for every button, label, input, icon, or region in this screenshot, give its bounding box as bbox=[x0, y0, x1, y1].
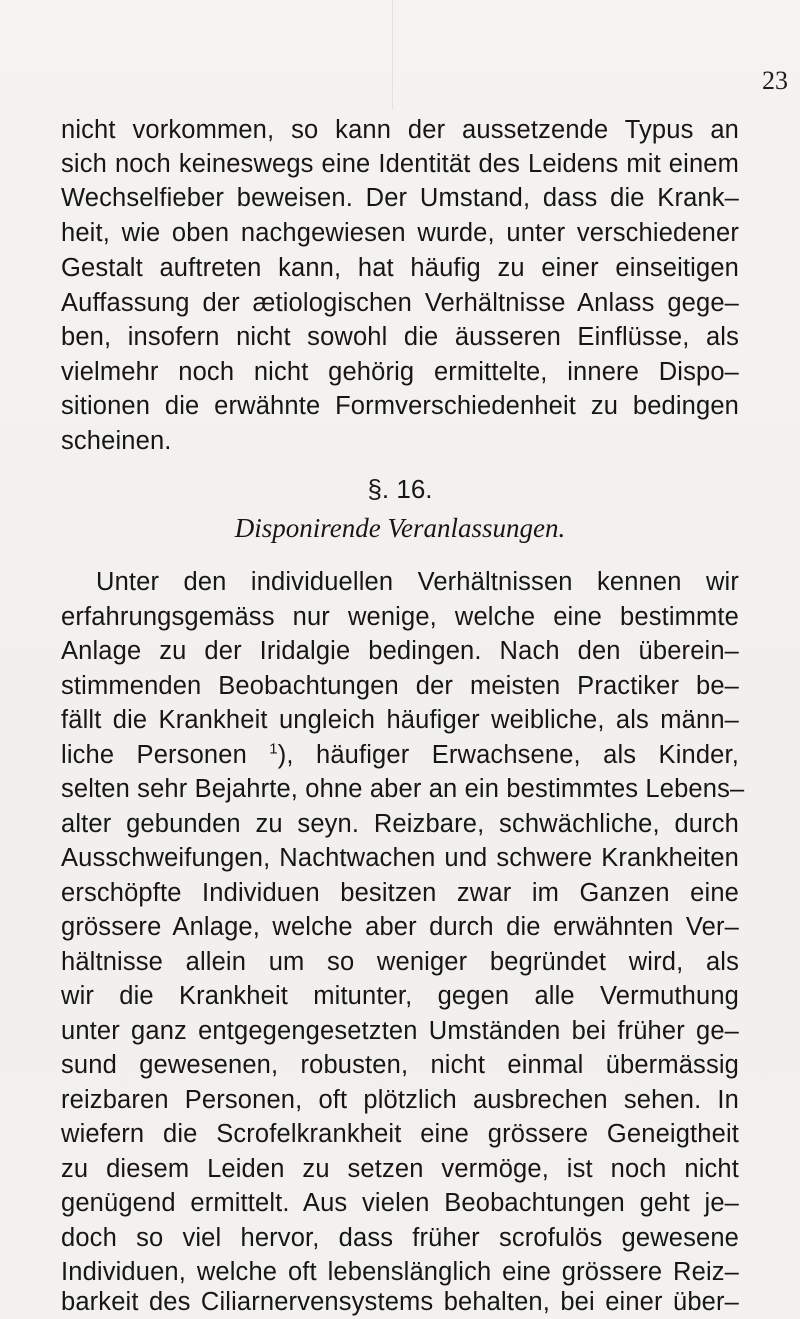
section-title: Disponirende Veranlassungen. bbox=[234, 513, 566, 543]
text-line: sund gewesenen, robusten, nicht einmal übermässig bbox=[61, 1051, 739, 1079]
page-fold-line bbox=[392, 0, 393, 110]
text-line: zu diesem Leiden zu setzen vermöge, ist noch nicht bbox=[61, 1155, 739, 1183]
text-line: Individuen, welche oft lebenslänglich eine grössere Reiz– bbox=[61, 1258, 739, 1286]
text-line: nicht vorkommen, so kann der aussetzende Typus an bbox=[61, 116, 739, 144]
section-number: §. 16. bbox=[367, 474, 433, 504]
text-line: Ausschweifungen, Nachtwachen und schwere Krankheiten bbox=[61, 844, 739, 872]
text-fragment: ), häufiger Erwachsene, als Kinder, bbox=[277, 741, 739, 769]
page-number: 23 bbox=[762, 66, 788, 95]
text-fragment: liche Personen bbox=[61, 741, 247, 769]
text-line: unter ganz entgegengesetzten Umständen bei früher ge– bbox=[61, 1017, 739, 1045]
text-line: grössere Anlage, welche aber durch die erwähnten Ver– bbox=[61, 913, 739, 941]
text-line: sich noch keineswegs eine Identität des Leidens mit einem bbox=[61, 150, 739, 178]
text-line: stimmenden Beobachtungen der meisten Practiker be– bbox=[61, 672, 739, 700]
text-line: wir die Krankheit mitunter, gegen alle Vermuthung bbox=[61, 982, 739, 1010]
text-line: wiefern die Scrofelkrankheit eine grössere Geneigtheit bbox=[61, 1120, 739, 1148]
text-line: erschöpfte Individuen besitzen zwar im Ganzen eine bbox=[61, 879, 739, 907]
text-line: Auffassung der ætiologischen Verhältnisse Anlass gege– bbox=[61, 289, 739, 317]
text-line: hältnisse allein um so weniger begründet wird, als bbox=[61, 948, 739, 976]
text-line: reizbaren Personen, oft plötzlich ausbrechen sehen. In bbox=[61, 1086, 739, 1114]
text-line: Gestalt auftreten kann, hat häufig zu einer einseitigen bbox=[61, 254, 739, 282]
text-line: heit, wie oben nachgewiesen wurde, unter verschiedener bbox=[61, 219, 739, 247]
text-line: genügend ermittelt. Aus vielen Beobachtungen geht je– bbox=[61, 1189, 739, 1217]
text-line: doch so viel hervor, dass früher scrofulös gewesene bbox=[61, 1224, 739, 1252]
text-line-with-footnote bbox=[61, 738, 739, 772]
text-line: Anlage zu der Iridalgie bedingen. Nach den überein– bbox=[61, 637, 739, 665]
footnote-marker[interactable]: 1 bbox=[269, 740, 278, 758]
text-line: ben, insofern nicht sowohl die äusseren Einflüsse, als bbox=[61, 323, 739, 351]
text-line: sitionen die erwähnte Formverschiedenheit zu bedingen bbox=[61, 392, 739, 420]
text-line: barkeit des Ciliarnervensystems behalten, bei einer über– bbox=[61, 1288, 739, 1316]
text-line: alter gebunden zu seyn. Reizbare, schwächliche, durch bbox=[61, 810, 739, 838]
text-line: scheinen. bbox=[61, 427, 172, 455]
text-line: fällt die Krankheit ungleich häufiger weibliche, als männ– bbox=[61, 706, 739, 734]
text-line: Unter den individuellen Verhältnissen kennen wir bbox=[96, 568, 739, 596]
text-line: erfahrungsgemäss nur wenige, welche eine bestimmte bbox=[61, 603, 739, 631]
text-line: Wechselfieber beweisen. Der Umstand, dass die Krank– bbox=[61, 184, 739, 212]
text-line: selten sehr Bejahrte, ohne aber an ein bestimmtes Lebens– bbox=[61, 775, 745, 803]
text-line: vielmehr noch nicht gehörig ermittelte, innere Dispo– bbox=[61, 358, 739, 386]
